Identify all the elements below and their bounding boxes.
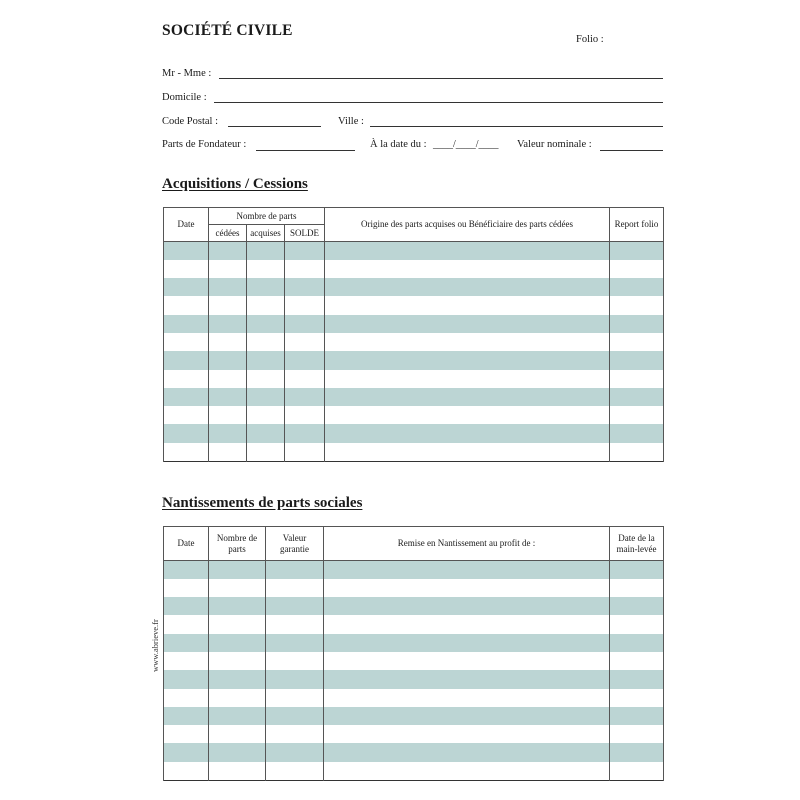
table-cell[interactable] bbox=[285, 388, 325, 406]
table-cell[interactable] bbox=[247, 424, 285, 442]
table-cell[interactable] bbox=[610, 333, 664, 351]
table-cell[interactable] bbox=[325, 443, 610, 461]
table-cell[interactable] bbox=[610, 388, 664, 406]
table-cell[interactable] bbox=[610, 260, 664, 278]
col-beneficiary: Remise en Nantissement au profit de : bbox=[324, 527, 610, 561]
table-cell[interactable] bbox=[247, 242, 285, 260]
col-acquired: acquises bbox=[247, 225, 285, 242]
pledges-section-title: Nantissements de parts sociales bbox=[162, 495, 363, 511]
page-title: SOCIÉTÉ CIVILE bbox=[162, 22, 293, 39]
table-cell[interactable] bbox=[285, 351, 325, 369]
table-cell[interactable] bbox=[209, 406, 247, 424]
table-cell[interactable] bbox=[325, 370, 610, 388]
table-cell[interactable] bbox=[164, 242, 209, 260]
col-guaranteed-value: Valeur garantie bbox=[266, 527, 324, 561]
table-cell[interactable] bbox=[266, 707, 324, 725]
table-row bbox=[164, 615, 664, 633]
table-cell[interactable] bbox=[247, 260, 285, 278]
table-cell[interactable] bbox=[324, 634, 610, 652]
table-cell[interactable] bbox=[324, 725, 610, 743]
table-cell[interactable] bbox=[324, 762, 610, 780]
table-cell[interactable] bbox=[324, 652, 610, 670]
table-cell[interactable] bbox=[164, 579, 209, 597]
table-cell[interactable] bbox=[324, 615, 610, 633]
table-cell[interactable] bbox=[266, 725, 324, 743]
table-cell[interactable] bbox=[610, 597, 664, 615]
table-cell[interactable] bbox=[324, 707, 610, 725]
table-row bbox=[164, 634, 664, 652]
table-cell[interactable] bbox=[325, 315, 610, 333]
col-release-date: Date de la main-levée bbox=[610, 527, 664, 561]
table-cell[interactable] bbox=[247, 351, 285, 369]
table-cell[interactable] bbox=[164, 634, 209, 652]
folio-label: Folio : bbox=[576, 34, 604, 45]
table-cell[interactable] bbox=[266, 670, 324, 688]
table-row bbox=[164, 579, 664, 597]
table-cell[interactable] bbox=[266, 615, 324, 633]
table-cell[interactable] bbox=[209, 634, 266, 652]
table-cell[interactable] bbox=[247, 315, 285, 333]
table-cell[interactable] bbox=[610, 689, 664, 707]
table-cell[interactable] bbox=[209, 707, 266, 725]
table-cell[interactable] bbox=[610, 278, 664, 296]
postal-code-field[interactable] bbox=[228, 126, 321, 127]
col-balance: SOLDE bbox=[285, 225, 325, 242]
table-cell[interactable] bbox=[164, 597, 209, 615]
table-cell[interactable] bbox=[610, 670, 664, 688]
table-cell[interactable] bbox=[164, 388, 209, 406]
acquisitions-section-title: Acquisitions / Cessions bbox=[162, 176, 308, 192]
pledges-table bbox=[163, 526, 664, 781]
table-cell[interactable] bbox=[285, 260, 325, 278]
table-cell[interactable] bbox=[164, 333, 209, 351]
col-origin: Origine des parts acquises ou Bénéficiaire des parts cédées bbox=[325, 208, 610, 242]
table-cell[interactable] bbox=[610, 725, 664, 743]
table-cell[interactable] bbox=[209, 743, 266, 761]
table-cell[interactable] bbox=[247, 278, 285, 296]
table-row bbox=[164, 406, 664, 424]
table-row bbox=[164, 424, 664, 442]
table-row bbox=[164, 707, 664, 725]
col-report-folio: Report folio bbox=[610, 208, 664, 242]
name-label: Mr - Mme : bbox=[162, 68, 212, 79]
table-cell[interactable] bbox=[266, 762, 324, 780]
table-cell[interactable] bbox=[324, 689, 610, 707]
table-cell[interactable] bbox=[610, 652, 664, 670]
acquisitions-rows bbox=[164, 242, 664, 462]
table-cell[interactable] bbox=[610, 743, 664, 761]
table-cell[interactable] bbox=[209, 689, 266, 707]
col-share-count: Nombre de parts bbox=[209, 527, 266, 561]
acquisitions-table bbox=[163, 207, 664, 462]
table-cell[interactable] bbox=[325, 388, 610, 406]
table-cell[interactable] bbox=[209, 370, 247, 388]
table-cell[interactable] bbox=[266, 597, 324, 615]
table-row bbox=[164, 296, 664, 314]
pledges-rows bbox=[164, 561, 664, 781]
table-cell[interactable] bbox=[209, 579, 266, 597]
table-row bbox=[164, 762, 664, 780]
table-cell[interactable] bbox=[247, 296, 285, 314]
table-cell[interactable] bbox=[209, 388, 247, 406]
watermark-text: www.abrieve.fr bbox=[150, 619, 160, 672]
table-cell[interactable] bbox=[164, 689, 209, 707]
table-row bbox=[164, 370, 664, 388]
table-cell[interactable] bbox=[610, 707, 664, 725]
table-cell[interactable] bbox=[285, 296, 325, 314]
col-ceded: cédées bbox=[209, 225, 247, 242]
table-row bbox=[164, 689, 664, 707]
table-cell[interactable] bbox=[610, 424, 664, 442]
table-cell[interactable] bbox=[610, 634, 664, 652]
table-row bbox=[164, 260, 664, 278]
table-cell[interactable] bbox=[164, 296, 209, 314]
table-cell[interactable] bbox=[285, 443, 325, 461]
table-cell[interactable] bbox=[324, 743, 610, 761]
col-date: Date bbox=[164, 527, 209, 561]
table-cell[interactable] bbox=[610, 296, 664, 314]
table-cell[interactable] bbox=[325, 351, 610, 369]
city-field[interactable] bbox=[370, 126, 663, 127]
address-field[interactable] bbox=[214, 102, 663, 103]
table-row bbox=[164, 388, 664, 406]
table-cell[interactable] bbox=[610, 561, 664, 579]
city-label: Ville : bbox=[338, 116, 364, 127]
table-cell[interactable] bbox=[285, 315, 325, 333]
table-cell[interactable] bbox=[285, 370, 325, 388]
table-row bbox=[164, 443, 664, 461]
table-cell[interactable] bbox=[247, 370, 285, 388]
col-shares-group: Nombre de parts bbox=[209, 208, 325, 225]
table-cell[interactable] bbox=[247, 333, 285, 351]
table-cell[interactable] bbox=[164, 315, 209, 333]
table-cell[interactable] bbox=[610, 443, 664, 461]
table-row bbox=[164, 743, 664, 761]
table-cell[interactable] bbox=[266, 689, 324, 707]
table-cell[interactable] bbox=[324, 670, 610, 688]
table-cell[interactable] bbox=[209, 351, 247, 369]
table-cell[interactable] bbox=[325, 424, 610, 442]
table-cell[interactable] bbox=[164, 260, 209, 278]
table-cell[interactable] bbox=[285, 333, 325, 351]
col-date: Date bbox=[164, 208, 209, 242]
table-cell[interactable] bbox=[164, 725, 209, 743]
table-cell[interactable] bbox=[209, 762, 266, 780]
table-cell[interactable] bbox=[266, 743, 324, 761]
table-cell[interactable] bbox=[209, 443, 247, 461]
postal-code-label: Code Postal : bbox=[162, 116, 219, 127]
address-label: Domicile : bbox=[162, 92, 207, 103]
table-cell[interactable] bbox=[610, 370, 664, 388]
table-cell[interactable] bbox=[324, 561, 610, 579]
table-row bbox=[164, 278, 664, 296]
table-cell[interactable] bbox=[325, 260, 610, 278]
table-cell[interactable] bbox=[209, 260, 247, 278]
table-row bbox=[164, 670, 664, 688]
table-cell[interactable] bbox=[266, 579, 324, 597]
name-field[interactable] bbox=[219, 78, 663, 79]
table-cell[interactable] bbox=[164, 743, 209, 761]
table-cell[interactable] bbox=[164, 370, 209, 388]
table-cell[interactable] bbox=[610, 406, 664, 424]
table-cell[interactable] bbox=[209, 561, 266, 579]
table-cell[interactable] bbox=[325, 296, 610, 314]
table-row bbox=[164, 242, 664, 260]
table-cell[interactable] bbox=[209, 725, 266, 743]
table-cell[interactable] bbox=[164, 443, 209, 461]
table-cell[interactable] bbox=[324, 597, 610, 615]
table-cell[interactable] bbox=[285, 406, 325, 424]
table-cell[interactable] bbox=[285, 278, 325, 296]
nominal-value-label: Valeur nominale : bbox=[517, 139, 592, 150]
table-cell[interactable] bbox=[285, 424, 325, 442]
table-cell[interactable] bbox=[209, 333, 247, 351]
table-cell[interactable] bbox=[209, 652, 266, 670]
table-cell[interactable] bbox=[610, 315, 664, 333]
table-cell[interactable] bbox=[209, 670, 266, 688]
table-cell[interactable] bbox=[164, 762, 209, 780]
table-cell[interactable] bbox=[266, 561, 324, 579]
table-cell[interactable] bbox=[164, 351, 209, 369]
table-row bbox=[164, 652, 664, 670]
table-cell[interactable] bbox=[209, 296, 247, 314]
table-cell[interactable] bbox=[247, 406, 285, 424]
table-cell[interactable] bbox=[610, 762, 664, 780]
nominal-value-field[interactable] bbox=[600, 150, 663, 151]
table-row bbox=[164, 351, 664, 369]
table-cell[interactable] bbox=[164, 561, 209, 579]
table-cell[interactable] bbox=[164, 424, 209, 442]
table-row bbox=[164, 561, 664, 579]
founder-shares-label: Parts de Fondateur : bbox=[162, 139, 247, 150]
table-cell[interactable] bbox=[164, 707, 209, 725]
date-field[interactable]: ____/____/____ bbox=[433, 139, 499, 150]
table-row bbox=[164, 333, 664, 351]
table-cell[interactable] bbox=[247, 443, 285, 461]
table-cell[interactable] bbox=[164, 615, 209, 633]
table-cell[interactable] bbox=[266, 634, 324, 652]
table-cell[interactable] bbox=[266, 652, 324, 670]
table-row bbox=[164, 725, 664, 743]
table-cell[interactable] bbox=[164, 406, 209, 424]
table-row bbox=[164, 597, 664, 615]
table-cell[interactable] bbox=[610, 351, 664, 369]
table-cell[interactable] bbox=[325, 333, 610, 351]
table-cell[interactable] bbox=[209, 424, 247, 442]
table-cell[interactable] bbox=[610, 615, 664, 633]
table-cell[interactable] bbox=[285, 242, 325, 260]
table-row bbox=[164, 315, 664, 333]
founder-shares-field[interactable] bbox=[256, 150, 355, 151]
table-cell[interactable] bbox=[164, 652, 209, 670]
table-cell[interactable] bbox=[324, 579, 610, 597]
table-cell[interactable] bbox=[325, 278, 610, 296]
table-cell[interactable] bbox=[325, 406, 610, 424]
table-cell[interactable] bbox=[610, 242, 664, 260]
table-cell[interactable] bbox=[209, 615, 266, 633]
table-cell[interactable] bbox=[325, 242, 610, 260]
table-cell[interactable] bbox=[610, 579, 664, 597]
table-cell[interactable] bbox=[209, 278, 247, 296]
date-label: À la date du : bbox=[370, 139, 427, 150]
table-cell[interactable] bbox=[164, 278, 209, 296]
table-cell[interactable] bbox=[247, 388, 285, 406]
table-cell[interactable] bbox=[209, 597, 266, 615]
table-cell[interactable] bbox=[209, 315, 247, 333]
table-cell[interactable] bbox=[164, 670, 209, 688]
table-cell[interactable] bbox=[209, 242, 247, 260]
